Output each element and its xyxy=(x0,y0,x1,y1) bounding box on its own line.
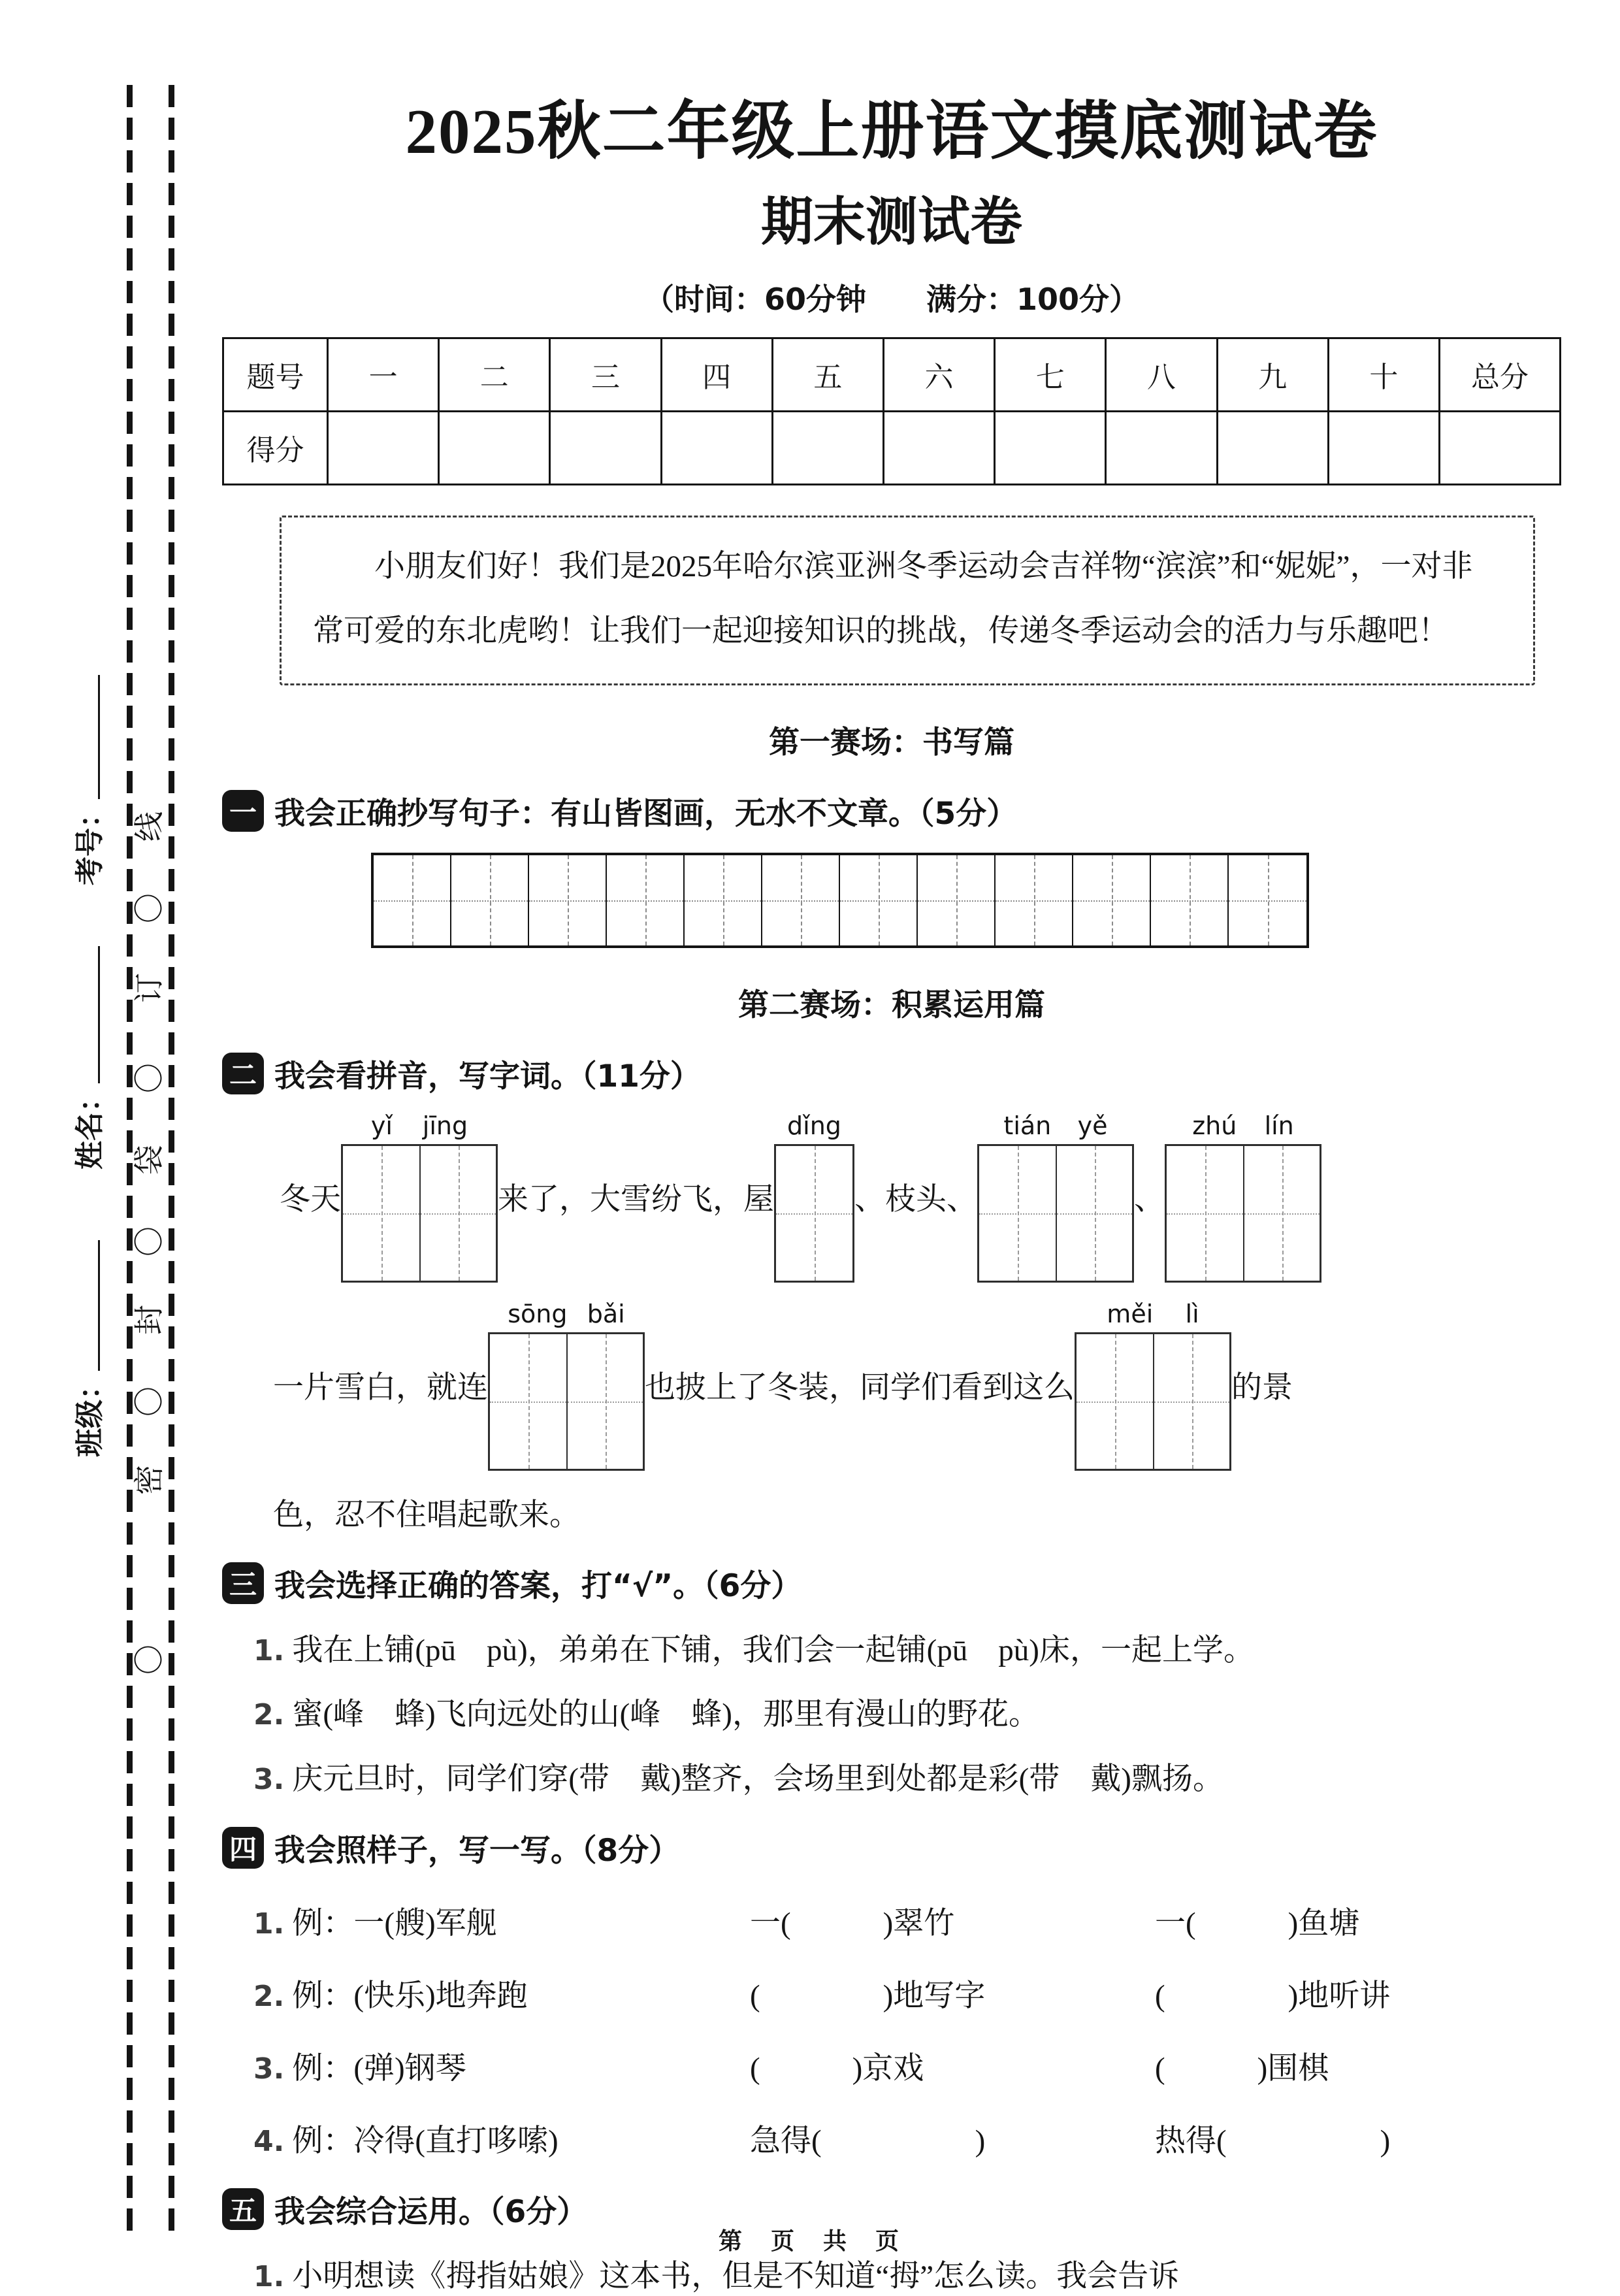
score-table-header-cell: 六 xyxy=(883,338,994,411)
writing-cell[interactable] xyxy=(374,855,451,945)
writing-cell[interactable] xyxy=(451,855,529,945)
pinyin-label xyxy=(1165,1111,1321,1140)
section4-rows xyxy=(222,1899,1561,2160)
score-table-header-cell: 四 xyxy=(661,338,772,411)
line-text: 、 xyxy=(1134,1183,1165,1217)
section5-title: 我会综合运用。（6分） xyxy=(274,2193,588,2230)
question-item xyxy=(253,1760,1561,1799)
fill-blank-col[interactable]: 热得( ) xyxy=(1155,2124,1391,2158)
question-item xyxy=(253,2257,1561,2296)
example-row xyxy=(253,1899,1561,1943)
pinyin-syllable: lín xyxy=(1264,1111,1294,1140)
example-text: 例：冷得(直打哆嗦) xyxy=(292,2124,559,2158)
writing-cell[interactable] xyxy=(685,855,762,945)
pinyin-fill-line-1 xyxy=(280,1111,1561,1283)
score-table-header-cell: 题号 xyxy=(223,338,328,411)
line-text: 也披上了冬装，同学们看到这么 xyxy=(645,1371,1075,1405)
section1-title: 我会正确抄写句子：有山皆图画，无水不文章。（5分） xyxy=(274,795,1018,832)
line-text: 的景 xyxy=(1231,1371,1293,1405)
score-input-cell[interactable] xyxy=(1217,411,1328,484)
score-table-header-cell: 总分 xyxy=(1440,338,1561,411)
pinyin-label xyxy=(341,1111,498,1140)
section1-header xyxy=(222,789,1561,833)
seal-line-character: 订 xyxy=(133,973,166,1003)
score-input-cell[interactable] xyxy=(772,411,883,484)
section2-header xyxy=(222,1052,1561,1096)
seal-line-character: 〇 xyxy=(133,1063,166,1093)
score-table-header-cell: 一 xyxy=(328,338,439,411)
seal-label-blank[interactable] xyxy=(74,946,100,1083)
pinyin-syllable: lì xyxy=(1185,1299,1199,1328)
answer-cell[interactable] xyxy=(1153,1334,1229,1469)
answer-cell[interactable] xyxy=(776,1146,852,1281)
example-text: 例：(弹)钢琴 xyxy=(292,2051,466,2086)
pinyin-label xyxy=(774,1111,854,1140)
answer-cells xyxy=(774,1144,854,1283)
mascot-intro-box: 小朋友们好！我们是2025年哈尔滨亚洲冬季运动会吉祥物“滨滨”和“妮妮”，一对非常可爱的东北虎哟！让我们一起迎接知识的挑战，传递冬季运动会的活力与乐趣吧！ xyxy=(280,516,1535,685)
time-score-meta: （时间：60分钟 满分：100分） xyxy=(643,281,1140,317)
pinyin-answer-box xyxy=(341,1111,498,1283)
score-input-cell[interactable] xyxy=(439,411,550,484)
answer-cell[interactable] xyxy=(566,1334,643,1469)
pinyin-syllable: zhú xyxy=(1192,1111,1237,1140)
score-table xyxy=(222,337,1561,485)
score-input-cell[interactable] xyxy=(883,411,994,484)
answer-cell[interactable] xyxy=(419,1146,496,1281)
example-col xyxy=(253,1899,750,1943)
seal-line-character: 〇 xyxy=(133,1645,166,1675)
answer-cells xyxy=(1075,1332,1231,1471)
pinyin-syllable: tián xyxy=(1003,1111,1052,1140)
seal-line-character: 线 xyxy=(133,812,166,842)
answer-cells xyxy=(488,1332,645,1471)
line-text: 一片雪白，就连 xyxy=(273,1371,488,1405)
seal-line-character: 〇 xyxy=(133,1226,166,1256)
question-text: 庆元旦时，同学们穿(带 戴)整齐，会场里到处都是彩(带 戴)飘扬。 xyxy=(292,1762,1223,1797)
pinyin-syllable: yě xyxy=(1077,1111,1108,1140)
writing-cell[interactable] xyxy=(996,855,1073,945)
exam-page xyxy=(222,97,1561,2296)
section5-items xyxy=(222,2257,1561,2296)
answer-cell[interactable] xyxy=(1167,1146,1243,1281)
answer-cells xyxy=(1165,1144,1321,1283)
example-row xyxy=(253,1971,1561,2015)
section2-number-badge: 二 xyxy=(222,1053,264,1094)
pinyin-label xyxy=(977,1111,1134,1140)
pinyin-syllable: jīng xyxy=(422,1111,468,1140)
pinyin-syllable: sōng xyxy=(508,1299,568,1328)
fill-blank-col[interactable]: ( )地听讲 xyxy=(1155,1978,1391,2013)
pinyin-answer-box xyxy=(774,1111,854,1283)
seal-label-blank[interactable] xyxy=(74,1240,100,1371)
pinyin-syllable: bǎi xyxy=(587,1299,625,1328)
question-number: 1. xyxy=(253,2259,285,2293)
question-number: 3. xyxy=(253,1763,285,1797)
section4-title: 我会照样子，写一写。（8分） xyxy=(274,1832,680,1869)
page-title: 2025秋二年级上册语文摸底测试卷 xyxy=(405,97,1378,167)
writing-cell[interactable] xyxy=(529,855,607,945)
section1-number-badge: 一 xyxy=(222,790,264,832)
score-input-cell[interactable] xyxy=(1106,411,1217,484)
seal-line-character: 密 xyxy=(133,1465,166,1495)
fill-blank-col[interactable]: ( )围棋 xyxy=(1155,2051,1329,2086)
score-label-cell: 得分 xyxy=(223,411,328,484)
answer-cells xyxy=(341,1144,498,1283)
pinyin-answer-box xyxy=(1165,1111,1321,1283)
question-number: 4. xyxy=(253,2124,285,2158)
section3-items xyxy=(222,1632,1561,1799)
pinyin-fill-line-3: 色，忍不住唱起歌来。 xyxy=(273,1498,580,1532)
writing-cell[interactable] xyxy=(762,855,840,945)
question-text: 我在上铺(pū pù)，弟弟在下铺，我们会一起铺(pū pù)床，一起上学。 xyxy=(292,1633,1254,1667)
pinyin-fill-line-2 xyxy=(273,1300,1561,1471)
score-table-header-cell: 三 xyxy=(550,338,661,411)
example-col xyxy=(253,2044,750,2088)
question-text: 蜜(峰 蜂)飞向远处的山(峰 蜂)，那里有漫山的野花。 xyxy=(292,1697,1039,1732)
seal-line-character: 〇 xyxy=(133,1386,166,1417)
line-text: 冬天 xyxy=(280,1183,341,1217)
score-table-header-cell: 八 xyxy=(1106,338,1217,411)
section3-title: 我会选择正确的答案，打“√”。（6分） xyxy=(274,1567,802,1604)
section3-number-badge: 三 xyxy=(222,1562,264,1604)
answer-cell[interactable] xyxy=(1243,1146,1320,1281)
section5-number-badge: 五 xyxy=(222,2188,264,2230)
example-row xyxy=(253,2044,1561,2088)
example-row xyxy=(253,2116,1561,2160)
seal-label-text: 班级： xyxy=(73,1371,106,1457)
example-col xyxy=(253,1971,750,2015)
answer-cell[interactable] xyxy=(343,1146,419,1281)
score-table-header-cell: 九 xyxy=(1217,338,1328,411)
line-text: 来了，大雪纷飞，屋 xyxy=(498,1183,774,1217)
pinyin-syllable: měi xyxy=(1107,1299,1154,1328)
question-number: 1. xyxy=(253,1633,285,1667)
score-table-header-cell: 二 xyxy=(439,338,550,411)
section2-title: 我会看拼音，写字词。（11分） xyxy=(274,1058,701,1094)
answer-cell[interactable] xyxy=(979,1146,1056,1281)
score-input-cell[interactable] xyxy=(1328,411,1439,484)
example-text: 例：(快乐)地奔跑 xyxy=(292,1978,528,2013)
score-table-header-cell: 十 xyxy=(1328,338,1439,411)
seal-label-text: 姓名： xyxy=(73,1083,106,1170)
page-footer: 第 页 共 页 xyxy=(718,2228,901,2255)
question-text: 小明想读《拇指姑娘》这本书，但是不知道“拇”怎么读。我会告诉 xyxy=(292,2259,1180,2293)
pinyin-answer-box xyxy=(1075,1300,1231,1471)
question-number: 2. xyxy=(253,1979,285,2013)
pinyin-syllable: dǐng xyxy=(787,1111,841,1140)
question-number: 1. xyxy=(253,1907,285,1941)
writing-cell[interactable] xyxy=(607,855,685,945)
answer-cell[interactable] xyxy=(1077,1334,1153,1469)
fill-blank-col[interactable]: 急得( ) xyxy=(750,2124,986,2158)
fill-blank-col[interactable]: ( )京戏 xyxy=(750,2051,924,2086)
stage2-heading: 第二赛场：积累运用篇 xyxy=(738,987,1045,1023)
question-number: 2. xyxy=(253,1698,285,1732)
stage1-heading: 第一赛场：书写篇 xyxy=(769,724,1014,761)
section3-header xyxy=(222,1562,1561,1605)
sentence-copy-grid xyxy=(371,853,1309,948)
example-text: 例：一(艘)军舰 xyxy=(292,1906,497,1941)
answer-cell[interactable] xyxy=(1056,1146,1132,1281)
score-input-cell[interactable] xyxy=(661,411,772,484)
score-table-header-cell: 七 xyxy=(995,338,1106,411)
answer-cell[interactable] xyxy=(490,1334,566,1469)
fill-blank-col[interactable]: 一( )鱼塘 xyxy=(1155,1906,1360,1941)
writing-cell[interactable] xyxy=(840,855,918,945)
score-input-cell[interactable] xyxy=(328,411,439,484)
seal-label-student-name xyxy=(67,934,106,1170)
seal-line-character: 封 xyxy=(133,1305,166,1335)
seal-label-class-name xyxy=(67,1228,106,1457)
pinyin-label xyxy=(488,1300,645,1328)
fill-blank-col[interactable]: 一( )翠竹 xyxy=(750,1906,955,1941)
answer-cells xyxy=(977,1144,1134,1283)
pinyin-label xyxy=(1075,1300,1231,1328)
writing-cell[interactable] xyxy=(1151,855,1229,945)
score-input-cell[interactable] xyxy=(550,411,661,484)
seal-label-blank[interactable] xyxy=(74,675,100,799)
example-col xyxy=(253,2116,750,2160)
seal-line-character: 〇 xyxy=(133,893,166,923)
score-table-score-row xyxy=(223,411,1561,484)
fill-blank-col[interactable]: ( )地写字 xyxy=(750,1978,986,2013)
writing-cell[interactable] xyxy=(1229,855,1306,945)
writing-cell[interactable] xyxy=(1073,855,1151,945)
score-input-cell[interactable] xyxy=(1440,411,1561,484)
question-item xyxy=(253,1696,1561,1734)
section4-number-badge: 四 xyxy=(222,1827,264,1869)
line-text: 、枝头、 xyxy=(854,1183,977,1217)
writing-cell[interactable] xyxy=(918,855,996,945)
pinyin-syllable: yǐ xyxy=(370,1111,393,1140)
score-table-header-row xyxy=(223,338,1561,411)
pinyin-answer-box xyxy=(977,1111,1134,1283)
section4-header xyxy=(222,1826,1561,1870)
score-table-header-cell: 五 xyxy=(772,338,883,411)
seal-label-exam-number xyxy=(67,663,106,885)
seal-line-character: 袋 xyxy=(133,1145,166,1175)
score-input-cell[interactable] xyxy=(995,411,1106,484)
question-item xyxy=(253,1632,1561,1670)
page-subtitle: 期末测试卷 xyxy=(761,193,1022,252)
pinyin-answer-box xyxy=(488,1300,645,1471)
question-number: 3. xyxy=(253,2052,285,2086)
seal-label-text: 考号： xyxy=(73,799,106,885)
